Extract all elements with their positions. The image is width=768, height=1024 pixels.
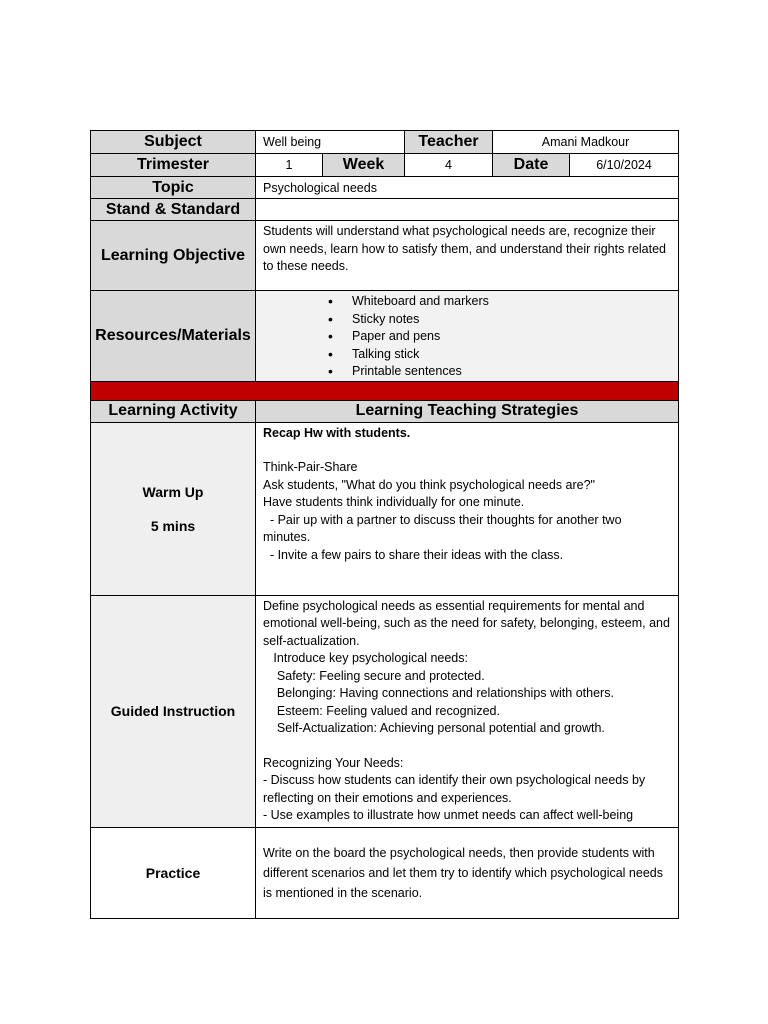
red-divider: [91, 381, 679, 400]
guided-line: Self-Actualization: Achieving personal potential and growth.: [263, 721, 605, 735]
resource-item: • Talking stick: [352, 346, 678, 364]
date-label: Date: [493, 154, 570, 177]
guided-line: Define psychological needs as essential requirements for mental and emotional well-being, such as the need for safety, belonging, esteem, and self-actualization.: [263, 598, 674, 648]
row-activity-header: [91, 400, 679, 422]
warmup-content: [256, 422, 679, 595]
row-warmup: [91, 422, 679, 595]
lesson-plan-table: [90, 130, 679, 919]
row-guided: [91, 595, 679, 827]
warmup-line: Have students think individually for one minute.: [263, 495, 525, 509]
row-trimester: [91, 154, 679, 177]
row-objective: [91, 221, 679, 291]
objective-label: Learning Objective: [91, 221, 256, 291]
week-label: Week: [323, 154, 405, 177]
guided-line: - Use examples to illustrate how unmet needs can affect well-being: [263, 808, 634, 822]
row-resources: [91, 291, 679, 382]
objective-value: Students will understand what psychological needs are, recognize their own needs, learn how to satisfy them, and understand their rights related to these needs.: [256, 221, 679, 291]
teacher-label: Teacher: [405, 131, 493, 154]
trimester-label: Trimester: [91, 154, 256, 177]
guided-line: Introduce key psychological needs:: [263, 651, 468, 665]
warmup-line: - Pair up with a partner to discuss their thoughts for another two minutes.: [263, 512, 626, 544]
guided-line: - Discuss how students can identify their own psychological needs by reflecting on their emotions and experiences.: [263, 773, 649, 805]
warmup-label: Warm Up: [142, 483, 204, 500]
row-topic: [91, 177, 679, 199]
guided-content: [256, 595, 679, 827]
guided-line: Esteem: Feeling valued and recognized.: [263, 703, 500, 718]
row-practice: [91, 827, 679, 918]
row-standard: [91, 199, 679, 221]
resources-label: Resources/Materials: [91, 291, 256, 382]
teaching-strategies-header: Learning Teaching Strategies: [256, 400, 679, 422]
date-value: 6/10/2024: [570, 154, 679, 177]
warmup-line: Ask students, "What do you think psychological needs are?": [263, 477, 595, 492]
warmup-heading: Recap Hw with students.: [263, 425, 411, 440]
warmup-line: Think-Pair-Share: [263, 460, 358, 474]
guided-line: Belonging: Having connections and relationships with others.: [263, 686, 614, 700]
guided-label: Guided Instruction: [91, 595, 256, 827]
practice-label: Practice: [91, 827, 256, 918]
standard-label: Stand & Standard: [91, 199, 256, 221]
divider-bar: [91, 381, 679, 400]
trimester-value: 1: [256, 154, 323, 177]
topic-label: Topic: [91, 177, 256, 199]
subject-value: Well being: [256, 131, 405, 154]
guided-line: Safety: Feeling secure and protected.: [263, 668, 485, 683]
resource-item: • Paper and pens: [352, 328, 678, 346]
resource-item: • Sticky notes: [352, 311, 678, 329]
resources-list: [256, 291, 678, 381]
teacher-value: Amani Madkour: [493, 131, 679, 154]
warmup-line: - Invite a few pairs to share their ideas with the class.: [263, 547, 564, 562]
row-subject: [91, 131, 679, 154]
warmup-label-cell: [91, 422, 256, 595]
warmup-duration: 5 mins: [150, 517, 196, 534]
practice-content: Write on the board the psychological needs, then provide students with different scenarios and let them try to identify which psychological needs is mentioned in the scenario.: [256, 827, 679, 918]
week-value: 4: [405, 154, 493, 177]
topic-value: Psychological needs: [256, 177, 679, 199]
resource-item: • Printable sentences: [352, 363, 678, 381]
learning-activity-header: Learning Activity: [91, 400, 256, 422]
guided-line: Recognizing Your Needs:: [263, 755, 404, 770]
resources-list-cell: [256, 291, 679, 382]
lesson-plan: [90, 130, 678, 919]
standard-value: [256, 199, 679, 221]
resource-item: • Whiteboard and markers: [352, 293, 678, 311]
subject-label: Subject: [91, 131, 256, 154]
